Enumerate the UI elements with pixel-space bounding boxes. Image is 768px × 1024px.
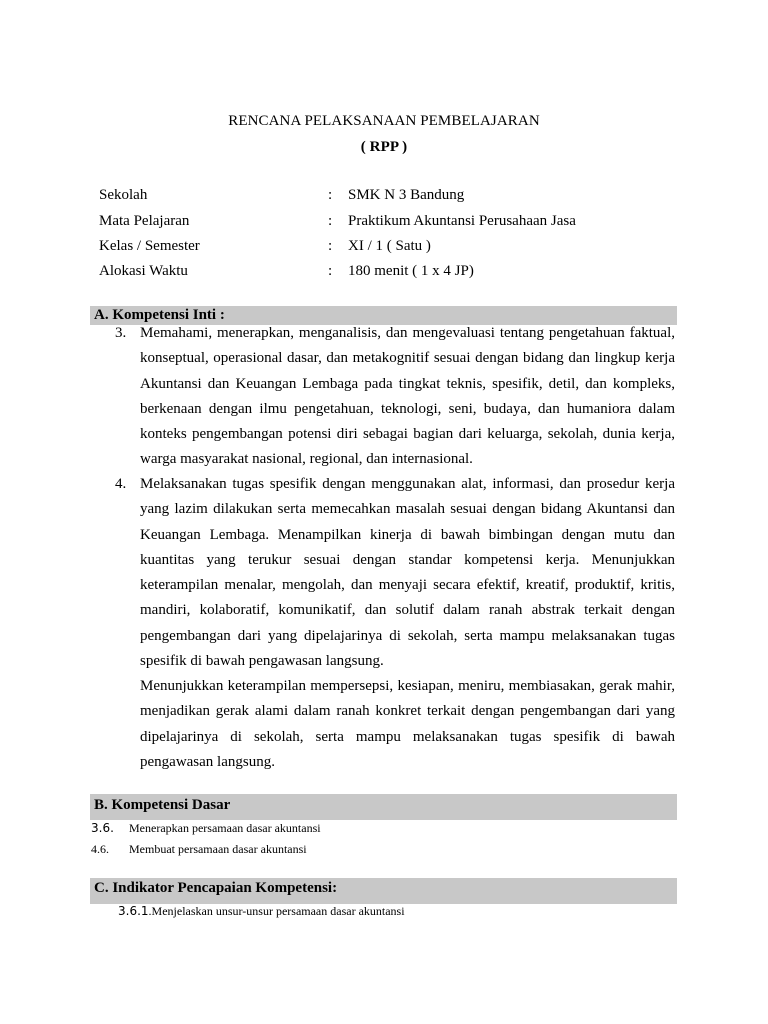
ki-item-text: Melaksanakan tugas spesifik dengan menggunakan alat, informasi, dan prosedur kerja yang lazim dilakukan serta memecahkan masalah sesuai dengan bidang Akuntansi dan Keuangan Lembaga. Menampilkan kinerja di bawah bimbingan dengan mutu dan kuantitas yang terukur sesuai dengan standar kompetensi kerja. Menunjukkan keterampilan menalar, mengolah, dan menyaji secara efektif, kreatif, produktif, kritis, mandiri, kolaboratif, komunikatif, dan solutif dalam ranah abstrak terkait dengan pengembangan dari yang dipelajarinya di sekolah, serta mampu melaksanakan tugas spesifik di bawah pengawasan langsung.	[140, 476, 675, 670]
info-label: Mata Pelajaran	[99, 213, 190, 229]
info-colon: :	[328, 263, 333, 279]
info-value: 180 menit ( 1 x 4 JP)	[348, 263, 474, 279]
ki-extra-paragraph: Menunjukkan keterampilan mempersepsi, kesiapan, meniru, membiasakan, gerak mahir, menjadikan gerak alami dalam ranah konkret terkait dengan pengembangan dari yang dipelajarinya di sekolah, serta mampu melaksanakan tugas spesifik di bawah pengawasan langsung.	[140, 678, 675, 770]
info-colon: :	[328, 213, 333, 229]
indicator-item-text: .Menjelaskan unsur-unsur persamaan dasar akuntansi	[148, 904, 405, 918]
info-value: SMK N 3 Bandung	[348, 187, 465, 203]
kd-item-number: 4.6.	[91, 842, 109, 856]
indicator-item	[118, 904, 405, 919]
info-colon: :	[328, 238, 333, 254]
document-title: RENCANA PELAKSANAAN PEMBELAJARAN	[228, 113, 540, 129]
document-subtitle: ( RPP )	[360, 139, 408, 155]
info-colon: :	[328, 187, 333, 203]
ki-item-number: 4.	[115, 476, 127, 492]
kd-item-text: Menerapkan persamaan dasar akuntansi	[129, 821, 321, 835]
info-label: Sekolah	[99, 187, 148, 203]
info-label: Alokasi Waktu	[99, 263, 188, 279]
section-c-heading: C. Indikator Pencapaian Kompetensi:	[90, 878, 677, 904]
info-value: Praktikum Akuntansi Perusahaan Jasa	[348, 213, 576, 229]
info-label: Kelas / Semester	[99, 238, 200, 254]
indicator-item-number: 3.6.1	[118, 904, 149, 918]
kd-item-number: 3.6.	[91, 821, 114, 835]
section-a-heading: A. Kompetensi Inti :	[90, 306, 677, 325]
kd-item-text: Membuat persamaan dasar akuntansi	[129, 842, 307, 856]
ki-item-text: Memahami, menerapkan, menganalisis, dan mengevaluasi tentang pengetahuan faktual, konseptual, operasional dasar, dan metakognitif sesuai dengan bidang dan lingkup kerja Akuntansi dan Keuangan Lembaga pada tingkat teknis, spesifik, detil, dan kompleks, berkenaan dengan ilmu pengetahuan, teknologi, seni, budaya, dan humaniora dalam konteks pengembangan potensi diri sebagai bagian dari keluarga, sekolah, dunia kerja, warga masyarakat nasional, regional, dan internasional.	[140, 325, 675, 468]
section-b-heading: B. Kompetensi Dasar	[90, 794, 677, 820]
info-value: XI / 1 ( Satu )	[348, 238, 431, 254]
ki-item-number: 3.	[115, 325, 127, 341]
